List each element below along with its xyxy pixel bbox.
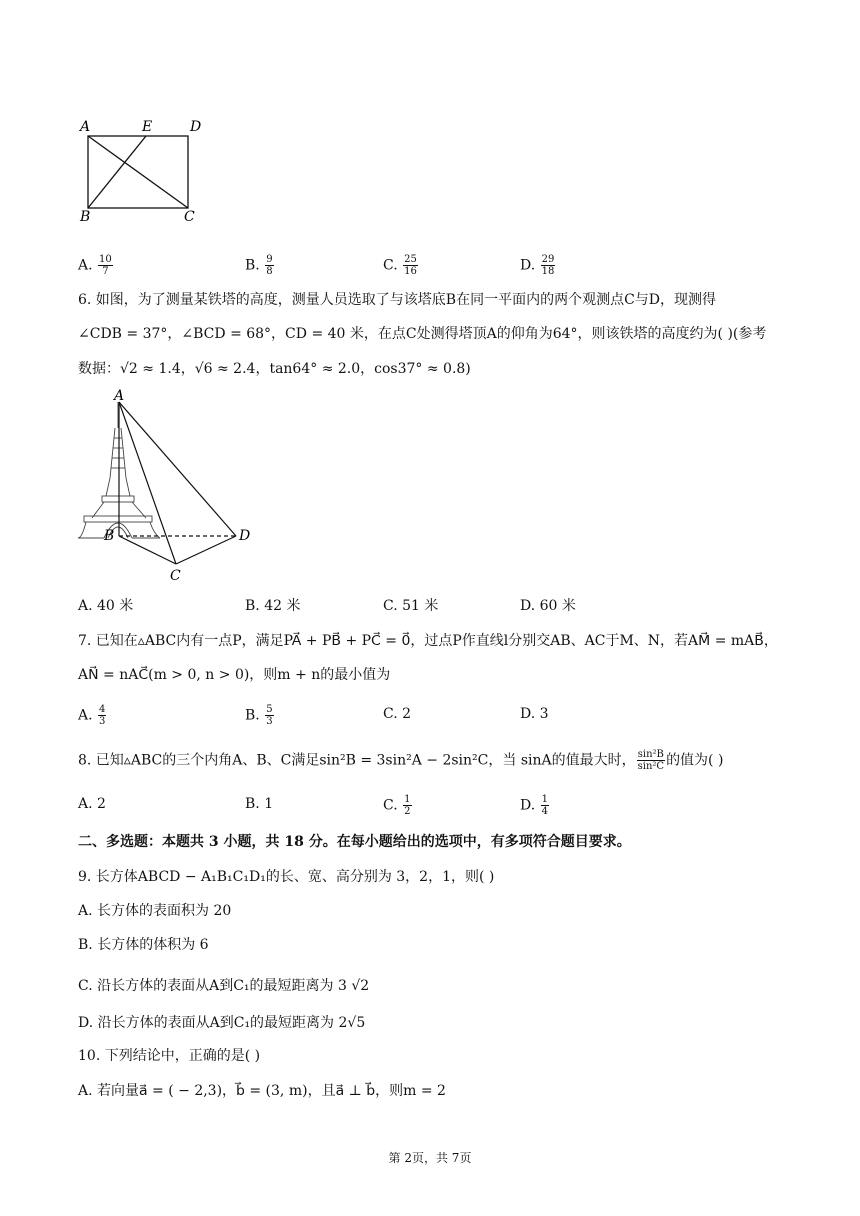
q6-line-3: 数据：√2 ≈ 1.4，√6 ≈ 2.4，tan64° ≈ 2.0，cos37° ≈ 0.8) xyxy=(78,361,471,377)
q6-line-2: ∠CDB = 37°，∠BCD = 68°，CD = 40 米，在点C处测得塔顶A的仰角为64°，则该铁塔的高度约为( )(参考 xyxy=(78,326,767,342)
tower-figure xyxy=(74,388,264,584)
label-B: B xyxy=(80,209,91,225)
q6-line-1: 6. 如图，为了测量某铁塔的高度，测量人员选取了与该塔底B在同一平面内的两个观测点C与D，现测得 xyxy=(78,292,717,308)
q6-option-d: D. 60 米 xyxy=(520,598,576,614)
q8-option-c: C. $\frac{1}{2}$ xyxy=(383,794,411,817)
tower-label-B: B xyxy=(104,528,115,544)
q10-stem: 10. 下列结论中，正确的是( ) xyxy=(78,1048,261,1064)
tower-label-A: A xyxy=(114,388,125,404)
q7-line-2: AN⃗ = nAC⃗(m > 0, n > 0)，则m + n的最小值为 xyxy=(78,667,391,683)
q6-option-a: A. 40 米 xyxy=(78,598,134,614)
q5-option-c: C. $\frac{25}{16}$ xyxy=(383,254,417,277)
section-2-heading: 二、多选题：本题共 3 小题，共 18 分。在每小题给出的选项中，有多项符合题目要求。 xyxy=(78,834,631,850)
label-A: A xyxy=(80,119,91,135)
q9-option-a: A. 长方体的表面积为 20 xyxy=(78,903,232,919)
q7-option-a: A. $\frac{4}{3}$ xyxy=(78,704,106,727)
q6-option-b: B. 42 米 xyxy=(245,598,301,614)
q5-option-a: A. $\frac{10}{7}$ xyxy=(78,254,112,277)
page-footer: 第 2页，共 7页 xyxy=(388,1151,472,1165)
q5-option-d: D. $\frac{29}{18}$ xyxy=(520,254,555,277)
q6-option-c: C. 51 米 xyxy=(383,598,439,614)
tower-label-C: C xyxy=(170,568,181,584)
q9-stem: 9. 长方体ABCD − A₁B₁C₁D₁的长、宽、高分别为 3，2，1，则( ) xyxy=(78,869,495,885)
q8-line-1: 8. 已知▵ABC的三个内角A、B、C满足sin²B = 3sin²A − 2sin²C，当 sinA的值最大时， $\frac{\text{sin²B}}{\text{sin²C}}$ 的值为( ) xyxy=(78,749,724,772)
q7-line-1: 7. 已知在▵ABC内有一点P，满足PA⃗ + PB⃗ + PC⃗ = 0⃗，过点P作直线l分别交AB、AC于M、N，若AM⃗ = mAB⃗， xyxy=(78,633,778,649)
q8-option-a: A. 2 xyxy=(78,796,106,812)
rectangle-figure xyxy=(74,114,214,226)
q7-option-d: D. 3 xyxy=(520,706,549,722)
q5-option-b: B. $\frac{9}{8}$ xyxy=(245,254,273,277)
q9-option-c: C. 沿长方体的表面从A到C₁的最短距离为 3 √2 xyxy=(78,978,370,994)
q8-option-d: D. $\frac{1}{4}$ xyxy=(520,794,549,817)
label-C: C xyxy=(184,209,195,225)
label-E: E xyxy=(142,119,153,135)
tower-label-D: D xyxy=(239,528,251,544)
q9-option-d: D. 沿长方体的表面从A到C₁的最短距离为 2√5 xyxy=(78,1015,366,1031)
q7-option-c: C. 2 xyxy=(383,706,412,722)
q10-option-a: A. 若向量a⃗ = ( − 2,3)，b⃗ = (3, m)，且a⃗ ⊥ b⃗，则m = 2 xyxy=(78,1083,446,1099)
label-D: D xyxy=(190,119,202,135)
q7-option-b: B. $\frac{5}{3}$ xyxy=(245,704,273,727)
q9-option-b: B. 长方体的体积为 6 xyxy=(78,937,209,953)
q8-option-b: B. 1 xyxy=(245,796,274,812)
